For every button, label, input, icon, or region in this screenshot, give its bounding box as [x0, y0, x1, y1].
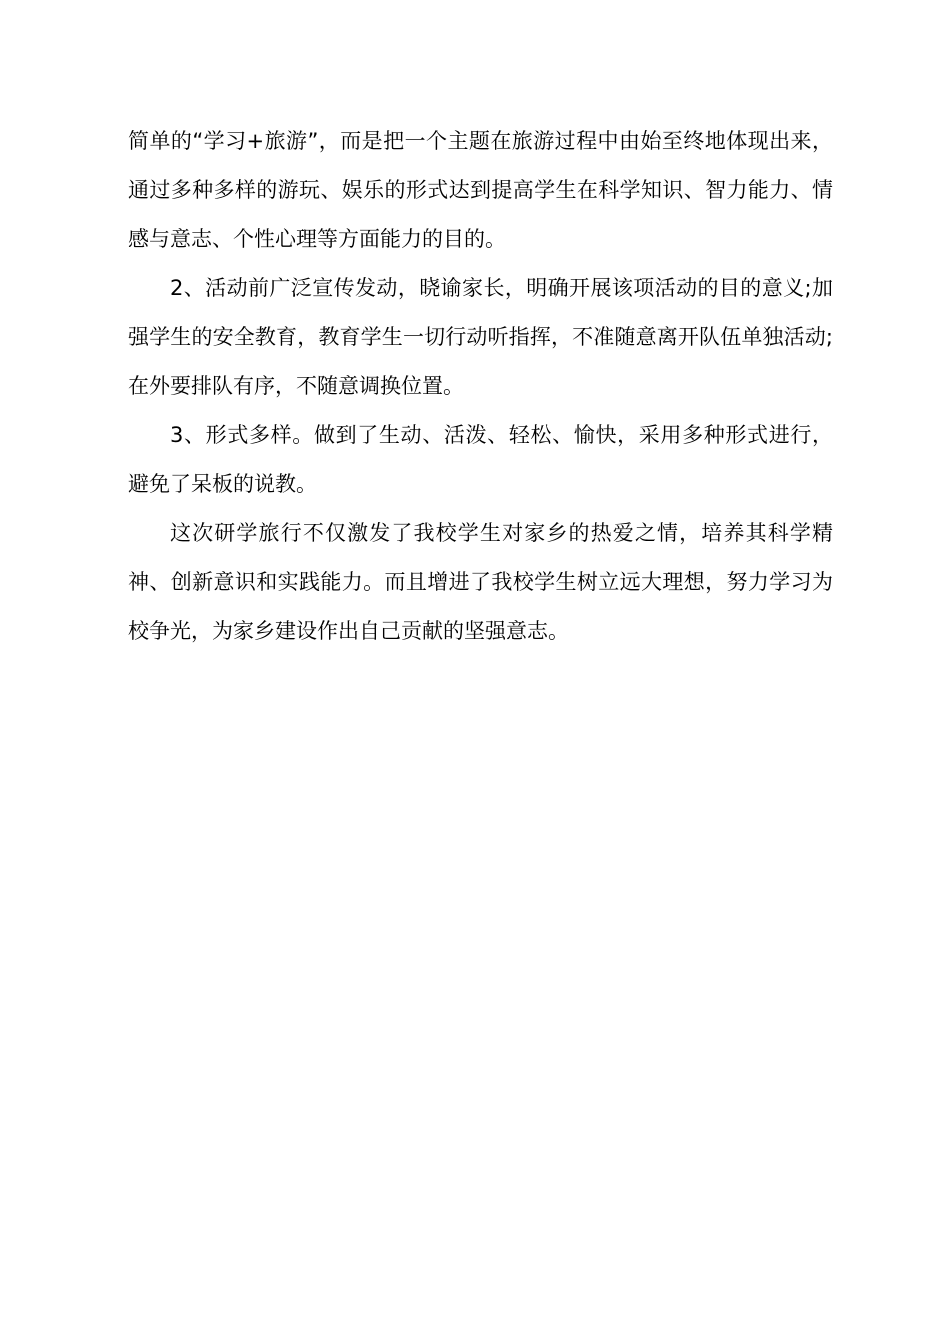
paragraph-continuation: 简单的“学习+旅游”，而是把一个主题在旅游过程中由始至终地体现出来，通过多种多样的游玩、娱乐的形式达到提高学生在科学知识、智力能力、情感与意志、个性心理等方面能力的目的。 — [128, 129, 833, 251]
paragraph-item-3: 3、形式多样。做到了生动、活泼、轻松、愉快，采用多种形式进行，避免了呆板的说教。 — [128, 423, 833, 496]
document-body — [128, 117, 833, 656]
paragraph-conclusion: 这次研学旅行不仅激发了我校学生对家乡的热爱之情，培养其科学精神、创新意识和实践能力。而且增进了我校学生树立远大理想，努力学习为校争光，为家乡建设作出自己贡献的坚强意志。 — [128, 521, 833, 643]
paragraph-item-2: 2、活动前广泛宣传发动，晓谕家长，明确开展该项活动的目的意义;加强学生的安全教育，教育学生一切行动听指挥，不准随意离开队伍单独活动;在外要排队有序，不随意调换位置。 — [128, 276, 833, 398]
